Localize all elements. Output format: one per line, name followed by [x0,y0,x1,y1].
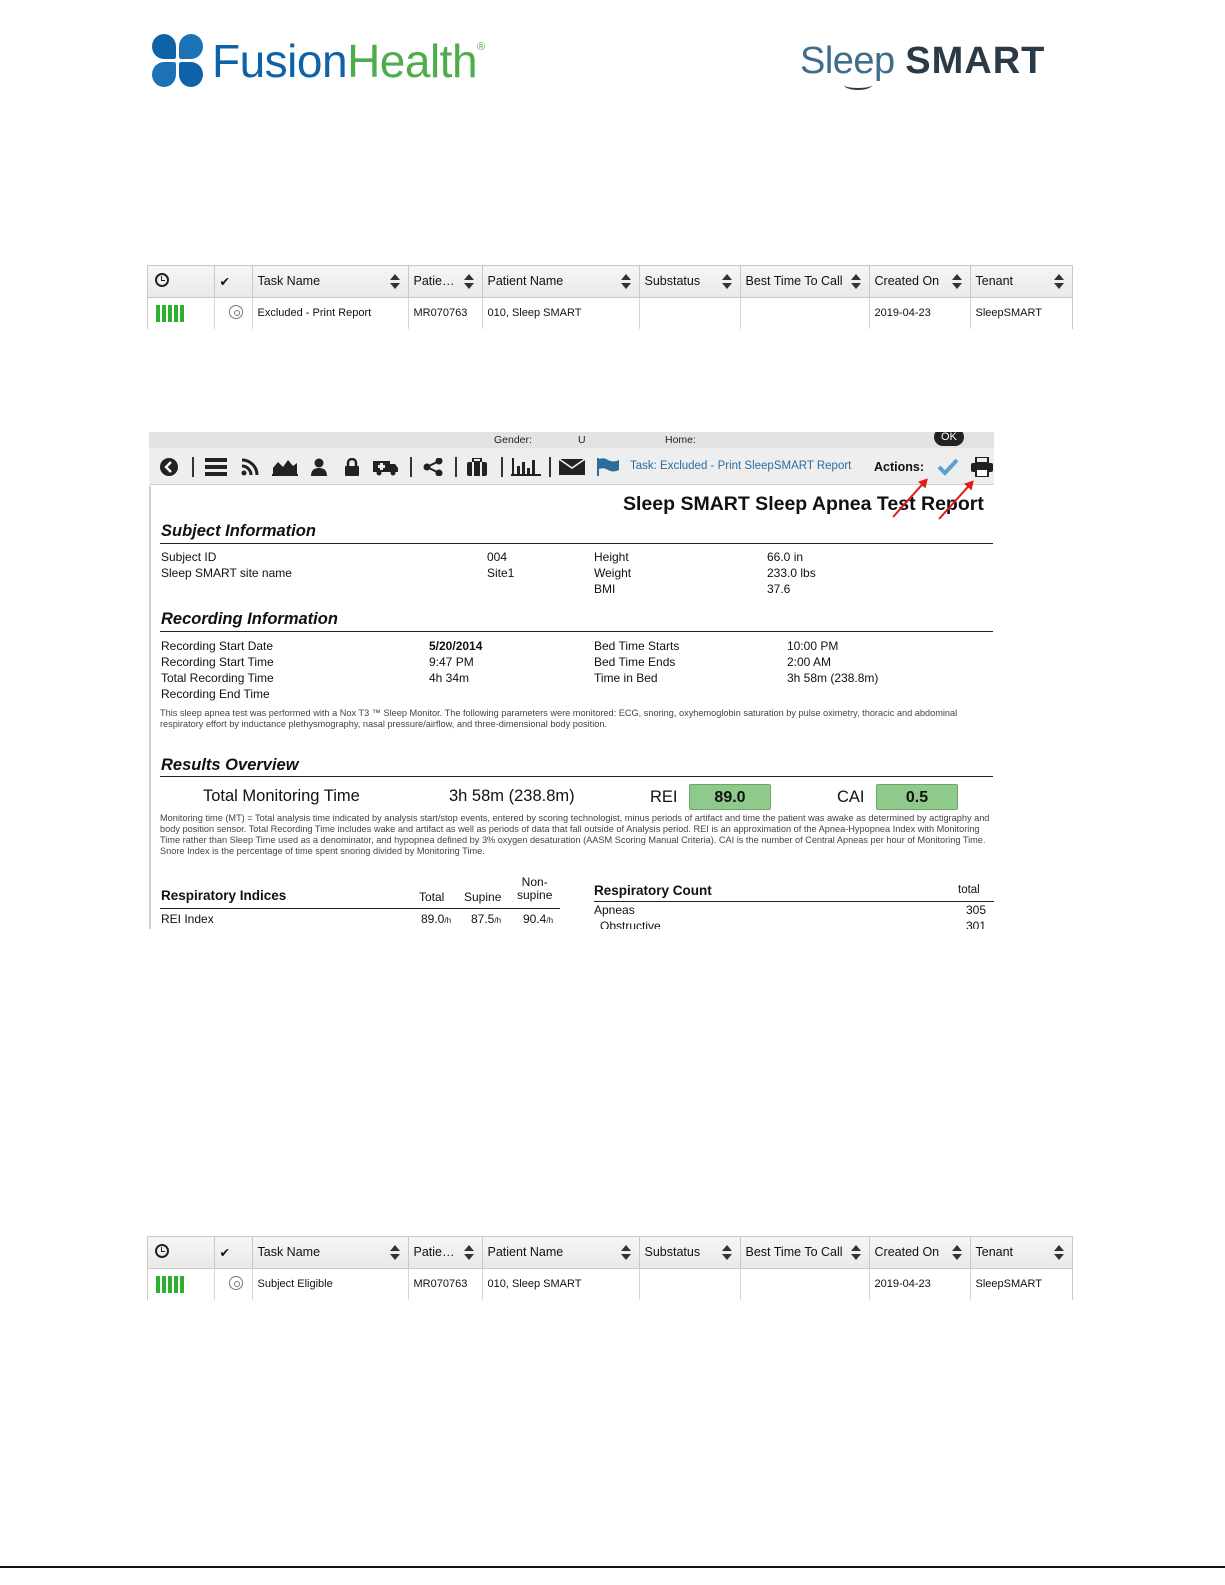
bed-start-label: Bed Time Starts [594,639,680,653]
apneas-value: 305 [966,903,987,917]
share-icon[interactable] [422,458,444,476]
sort-icon[interactable] [621,274,631,289]
bed-start-value: 10:00 PM [787,639,839,653]
smile-icon [844,80,872,90]
target-icon[interactable] [229,1276,243,1290]
in-bed-value: 3h 58m (238.8m) [787,671,879,685]
sort-icon[interactable] [1054,274,1064,289]
table-row[interactable] [148,1268,1072,1300]
column-header-tenant[interactable]: Tenant [970,1237,1072,1268]
patient-name-cell[interactable]: 010, Sleep SMART [482,1268,639,1300]
subject-id-label: Subject ID [161,550,217,564]
task-label: Task: Excluded - Print SleepSMART Report [630,460,852,472]
height-label: Height [594,550,629,564]
best-time-cell[interactable] [740,1268,869,1300]
column-header-priority[interactable] [148,266,214,297]
priority-cell [148,297,214,329]
start-time-label: Recording Start Time [161,655,274,669]
task-name-cell[interactable]: Excluded - Print Report [252,297,408,329]
patient-id-cell[interactable]: MR070763 [408,297,482,329]
column-header-substatus[interactable]: Substatus [639,1237,740,1268]
tmt-value: 3h 58m (238.8m) [449,787,575,805]
indices-heading: Respiratory Indices [161,888,287,903]
luggage-icon[interactable] [465,458,489,476]
tenant-cell[interactable]: SleepSMART [975,1278,1042,1291]
site-label: Sleep SMART site name [161,566,292,580]
checkmark-icon: ✔ [219,274,230,289]
rei-label: REI [650,788,678,806]
sort-icon[interactable] [621,1245,631,1260]
sleepsmart-logo: Sleep SMART [800,42,1045,80]
created-on-cell[interactable]: 2019-04-23 [869,297,970,329]
target-icon[interactable] [229,305,243,319]
column-header-patient-id[interactable]: Patie… [408,266,482,297]
column-header-task-name[interactable]: Task Name [252,266,408,297]
rei-value: 89.0 [689,784,771,810]
subject-heading: Subject Information [161,522,316,540]
grid-header-row [148,1237,1072,1268]
page-footer-rule [0,1566,1225,1568]
priority-bars-icon [156,305,214,322]
checkmark-icon: ✔ [219,1245,230,1260]
column-header-created-on[interactable]: Created On [869,266,970,297]
rei-index-label: REI Index [161,912,214,926]
table-row[interactable] [148,297,1072,329]
list-icon[interactable] [204,458,228,476]
clover-icon [152,34,204,88]
column-header-substatus[interactable]: Substatus [639,266,740,297]
recording-heading: Recording Information [161,610,338,628]
results-heading: Results Overview [161,756,299,774]
start-time-value: 9:47 PM [429,655,474,669]
weight-value: 233.0 lbs [767,566,816,580]
user-icon[interactable] [309,458,329,476]
column-header-patient-name[interactable]: Patient Name [482,266,639,297]
select-cell[interactable] [214,1268,252,1300]
subject-id-value: 004 [487,550,508,564]
total-time-value: 4h 34m [429,671,470,685]
column-header-patient-name[interactable]: Patient Name [482,1237,639,1268]
column-header-best-time[interactable]: Best Time To Call [740,1237,869,1268]
column-header-select[interactable] [214,266,252,297]
ok-check-icon[interactable] [937,458,959,476]
task-grid-eligible [147,1236,1073,1300]
bar-chart-icon[interactable] [511,458,541,476]
report-title: Sleep SMART Sleep Apnea Test Report [623,493,984,515]
end-time-label: Recording End Time [161,687,270,701]
counts-col-total: total [958,884,980,896]
rei-index-total: 89.0 [421,912,445,926]
task-grid-excluded [147,265,1073,329]
patient-id-cell[interactable]: MR070763 [408,1268,482,1300]
start-date-label: Recording Start Date [161,639,274,653]
column-header-patient-id[interactable]: Patie… [408,1237,482,1268]
sort-icon[interactable] [1054,1245,1064,1260]
grid-header-row [148,266,1072,297]
patient-info-bar: Gender: U Home: [149,432,994,448]
created-on-cell[interactable]: 2019-04-23 [869,1268,970,1300]
select-cell[interactable] [214,297,252,329]
sort-icon[interactable] [952,1245,962,1260]
area-chart-icon[interactable] [271,458,299,476]
sort-icon[interactable] [722,1245,732,1260]
sort-icon[interactable] [851,1245,861,1260]
actions-label: Actions: [874,460,924,474]
column-header-select[interactable] [214,1237,252,1268]
clock-icon [155,273,169,287]
column-header-priority[interactable] [148,1237,214,1268]
indices-col-supine: Supine [464,890,502,904]
substatus-cell[interactable] [639,297,740,329]
tmt-label: Total Monitoring Time [203,787,360,805]
flag-icon[interactable] [596,458,620,476]
sort-icon[interactable] [390,274,400,289]
column-header-best-time[interactable]: Best Time To Call [740,266,869,297]
print-icon[interactable] [971,458,993,476]
obstructive-label: Obstructive [600,919,661,929]
tenant-cell[interactable]: SleepSMART [975,307,1042,320]
lock-icon[interactable] [343,458,361,476]
mail-icon[interactable] [559,458,585,476]
cai-value: 0.5 [876,784,958,810]
sort-icon[interactable] [722,274,732,289]
ambulance-icon[interactable] [373,458,399,476]
sort-icon[interactable] [952,274,962,289]
total-time-label: Total Recording Time [161,671,274,685]
rei-index-supine: 87.5 [471,912,495,926]
bed-end-value: 2:00 AM [787,655,832,669]
column-header-created-on[interactable]: Created On [869,1237,970,1268]
report-screenshot [149,432,994,929]
report-body: Sleep SMART Sleep Apnea Test Report Subject Information Subject ID 004 Sleep SMART site name Site1 Height 66.0 in Weight 233.0 lbs BMI 37.6 Recording Information Recording Start Date 5/20/2014 Recording Start Time 9:47 PM Total Recording Time 4h 34m Recording End Time Bed Time Starts 10:00 PM Bed Time Ends 2:00 AM Time in Bed 3h 58m (238.8m) This sleep apnea test was performed with a Nox T3 ™ Sleep Monitor. The following parameters were monitored: ECG, snoring, oxyhemoglobin saturation by pulse oximetry, thoracic and abdominal respiratory effort by inductance plethysmography, nasal pressure/airflow, and three-dimensional body position. Results Overview Total Monitoring Time 3h 58m (238.8m) REI 89.0 CAI 0.5 Monitoring time (MT) = Total analysis time indicated by analysis start/stop events, entered by scoring technologist, minus periods of artifact and time the patient was awake as determined by actigraphy and body position sensor. Total Recording Time includes wake and artifact as well as periods of data that fall outside of Analysis period. REI is an approximation of the Apnea-Hypopnea Index with Monitoring Time rather than Sleep Time used as a denominator, and hypopnea defined by 3% oxygen desaturation (AASM Scoring Manual Criteria). CAI is the number of Central Apneas per hour of Monitoring Time. Snore Index is the percentage of time spent snoring divided by Monitoring Time. Respiratory Indices Total Supine Non- supine REI Index 89.0/h 87.5/h 90.4/h Respiratory Count total Apneas 305 Obstructive 301 [149,486,994,929]
column-header-task-name[interactable]: Task Name [252,1237,408,1268]
sort-icon[interactable] [851,274,861,289]
bmi-label: BMI [594,582,616,596]
priority-cell [148,1268,214,1300]
bmi-value: 37.6 [767,582,791,596]
obstructive-value: 301 [966,919,987,929]
results-note: Monitoring time (MT) = Total analysis time indicated by analysis start/stop events, entered by scoring technologist, minus periods of artifact and time the patient was awake as determined by actigraphy and body position sensor. Total Recording Time includes wake and artifact as well as periods of data that fall outside of Analysis period. REI is an approximation of the Apnea-Hypopnea Index with Monitoring Time rather than Sleep Time used as a denominator, and hypopnea defined by 3% oxygen desaturation (AASM Scoring Manual Criteria). CAI is the number of Central Apneas per hour of Monitoring Time. Snore Index is the percentage of time spent snoring divided by Monitoring Time. [160,813,990,856]
indices-col-total: Total [419,890,445,904]
counts-heading: Respiratory Count [594,883,712,898]
weight-label: Weight [594,566,632,580]
best-time-cell[interactable] [740,297,869,329]
report-toolbar [149,448,994,485]
column-header-tenant[interactable]: Tenant [970,266,1072,297]
back-icon[interactable] [159,458,179,476]
cai-label: CAI [837,788,865,806]
rss-feed-icon[interactable] [239,458,261,476]
height-value: 66.0 in [767,550,804,564]
in-bed-label: Time in Bed [594,671,658,685]
site-value: Site1 [487,566,515,580]
apneas-label: Apneas [594,903,635,917]
substatus-cell[interactable] [639,1268,740,1300]
sort-icon[interactable] [464,274,474,289]
ok-tooltip: OK [934,432,964,446]
fusionhealth-logo [152,34,485,88]
task-name-cell[interactable]: Subject Eligible [252,1268,408,1300]
patient-name-cell[interactable]: 010, Sleep SMART [482,297,639,329]
sort-icon[interactable] [390,1245,400,1260]
bed-end-label: Bed Time Ends [594,655,676,669]
clock-icon [155,1244,169,1258]
rei-index-nonsupine: 90.4 [523,912,547,926]
sort-icon[interactable] [464,1245,474,1260]
indices-col-nonsupine: Non- supine [517,875,553,902]
fusionhealth-wordmark: FusionHealth® [212,35,485,87]
recording-note: This sleep apnea test was performed with a Nox T3 ™ Sleep Monitor. The following parameters were monitored: ECG, snoring, oxyhemoglobin saturation by pulse oximetry, thoracic and abdominal respiratory effort by inductance plethysmography, nasal pressure/airflow, and three-dimensional body position. [160,708,958,729]
start-date-value: 5/20/2014 [429,639,483,653]
priority-bars-icon [156,1276,214,1293]
